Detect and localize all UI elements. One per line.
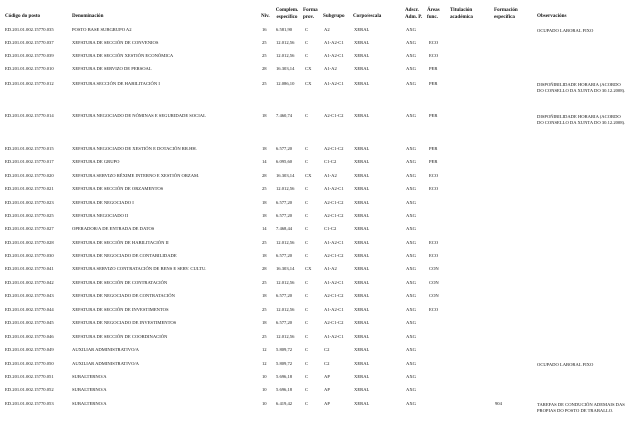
cell-codigo: ED.201.01.002.15770.045 xyxy=(5,320,54,325)
cell-subgrupo: A1-A2-C1 xyxy=(324,240,344,245)
cell-corpo: XERAL xyxy=(354,240,370,245)
cell-complemento: 12.012,56 xyxy=(276,307,295,312)
cell-adscricion: AXG xyxy=(406,66,416,71)
col-header-corpo: Corpo/escala xyxy=(353,13,382,19)
cell-complemento: 5.809,72 xyxy=(276,347,293,352)
cell-adscricion: AXG xyxy=(406,240,416,245)
cell-areas: ECO xyxy=(429,186,439,191)
cell-corpo: XERAL xyxy=(354,320,370,325)
cell-adscricion: AXG xyxy=(406,347,416,352)
cell-corpo: XERAL xyxy=(354,27,370,32)
cell-denominacion: XEFATURA DE SERVIZO DE PERSOAL xyxy=(72,66,152,71)
cell-nivel: 18 xyxy=(262,146,267,151)
cell-nivel: 10 xyxy=(262,387,267,392)
cell-adscricion: AXG xyxy=(406,253,416,258)
cell-denominacion: XEFATURA DE NEGOCIADO I xyxy=(72,200,134,205)
cell-areas: PER xyxy=(429,146,438,151)
cell-corpo: XERAL xyxy=(354,66,370,71)
cell-adscricion: AXG xyxy=(406,280,416,285)
cell-codigo: ED.201.01.002.15770.042 xyxy=(5,280,54,285)
cell-corpo: XERAL xyxy=(354,401,370,406)
cell-nivel: 28 xyxy=(262,66,267,71)
cell-adscricion: AXG xyxy=(406,81,416,86)
cell-corpo: XERAL xyxy=(354,81,370,86)
cell-corpo: XERAL xyxy=(354,146,370,151)
cell-denominacion: XEFATURA DE NEGOCIADO DE CONTRATACIÓN xyxy=(72,293,175,298)
cell-complemento: 12.012,56 xyxy=(276,53,295,58)
cell-denominacion: XEFATURA SERVIZO RÉXIME INTERNO E XESTIÓN ORZAM. xyxy=(72,173,200,178)
cell-forma: C xyxy=(305,347,309,352)
cell-complemento: 6.581,90 xyxy=(276,27,293,32)
cell-corpo: XERAL xyxy=(354,280,370,285)
cell-nivel: 25 xyxy=(262,334,267,339)
cell-areas: ECO xyxy=(429,253,439,258)
cell-complemento: 6.095,60 xyxy=(276,159,293,164)
col-header-forma: Forma prov. xyxy=(303,7,318,20)
cell-forma: C xyxy=(305,159,309,164)
cell-nivel: 25 xyxy=(262,307,267,312)
cell-codigo: ED.201.01.002.15770.039 xyxy=(5,53,54,58)
cell-subgrupo: A1-A2 xyxy=(324,173,337,178)
cell-subgrupo: A2-C1-C2 xyxy=(324,253,344,258)
cell-forma: C xyxy=(305,27,309,32)
cell-denominacion: XEFATURA DE SECCIÓN DE ORZAMENTOS xyxy=(72,186,164,191)
cell-forma: C xyxy=(305,387,309,392)
cell-complemento: 6.577,20 xyxy=(276,293,293,298)
cell-adscricion: AXG xyxy=(406,361,416,366)
cell-codigo: ED.201.01.002.15770.015 xyxy=(5,146,54,151)
cell-complemento: 7.468,44 xyxy=(276,226,293,231)
cell-areas: PER xyxy=(429,66,438,71)
cell-formacion: 904 xyxy=(495,401,502,406)
cell-forma: C xyxy=(305,334,309,339)
cell-forma: C xyxy=(305,361,309,366)
cell-complemento: 16.303,14 xyxy=(276,266,295,271)
cell-subgrupo: A1-A2-C1 xyxy=(324,280,344,285)
cell-nivel: 25 xyxy=(262,81,267,86)
cell-observacions: TAREFAS DE CONDUCIÓN ADEMAIS DAS PROPIAS DO POSTO DE TRABALLO. xyxy=(537,402,625,413)
cell-nivel: 10 xyxy=(262,401,267,406)
cell-subgrupo: A1-A2-C1 xyxy=(324,53,344,58)
cell-adscricion: AXG xyxy=(406,226,416,231)
cell-forma: CX xyxy=(305,81,312,86)
cell-areas: PER xyxy=(429,159,438,164)
cell-nivel: 28 xyxy=(262,173,267,178)
cell-codigo: ED.201.01.002.15770.035 xyxy=(5,27,54,32)
cell-codigo: ED.201.01.002.15770.030 xyxy=(5,253,54,258)
cell-complemento: 5.696,18 xyxy=(276,374,293,379)
cell-codigo: ED.201.01.002.15770.017 xyxy=(5,159,54,164)
cell-subgrupo: A1-A2 xyxy=(324,66,337,71)
cell-subgrupo: C2 xyxy=(324,347,330,352)
cell-subgrupo: A2-C1-C2 xyxy=(324,113,344,118)
cell-subgrupo: C2 xyxy=(324,361,330,366)
cell-subgrupo: A1-A2-C1 xyxy=(324,307,344,312)
cell-codigo: ED.201.01.002.15770.041 xyxy=(5,266,54,271)
cell-complemento: 12.012,56 xyxy=(276,40,295,45)
cell-subgrupo: A1-A2-C1 xyxy=(324,334,344,339)
cell-nivel: 25 xyxy=(262,186,267,191)
cell-areas: ECO xyxy=(429,307,439,312)
cell-complemento: 16.303,14 xyxy=(276,173,295,178)
cell-codigo: ED.201.01.002.15770.010 xyxy=(5,66,54,71)
cell-adscricion: AXG xyxy=(406,40,416,45)
cell-forma: C xyxy=(305,113,309,118)
cell-complemento: 6.577,20 xyxy=(276,253,293,258)
cell-nivel: 14 xyxy=(262,226,267,231)
cell-nivel: 18 xyxy=(262,320,267,325)
cell-corpo: XERAL xyxy=(354,374,370,379)
cell-corpo: XERAL xyxy=(354,186,370,191)
cell-subgrupo: A1-A2-C1 xyxy=(324,40,344,45)
cell-codigo: ED.201.01.002.15770.046 xyxy=(5,334,54,339)
cell-adscricion: AXG xyxy=(406,53,416,58)
cell-denominacion: XEFATURA DE SECCIÓN DE COORDINACIÓN xyxy=(72,334,168,339)
cell-nivel: 12 xyxy=(262,361,267,366)
cell-corpo: XERAL xyxy=(354,40,370,45)
cell-denominacion: AUXILIAR ADMINISTRATIVO/A xyxy=(72,347,139,352)
cell-areas: PER xyxy=(429,113,438,118)
cell-denominacion: XEFATURA NEGOCIADO DE NÓMINAS E SEGURIDADE SOCIAL xyxy=(72,113,206,118)
cell-subgrupo: A2-C1-C2 xyxy=(324,320,344,325)
cell-observacions: OCUPADO LABORAL FIXO xyxy=(537,28,594,33)
cell-observacions: DISPOÑIBILIDADE HORARIA (ACORDO DO CONSELLO DA XUNTA DO 30.12.2008). xyxy=(537,82,626,93)
cell-areas: CON xyxy=(429,266,439,271)
cell-adscricion: AXG xyxy=(406,320,416,325)
cell-corpo: XERAL xyxy=(354,307,370,312)
cell-forma: C xyxy=(305,240,309,245)
cell-codigo: ED.201.01.002.15770.044 xyxy=(5,307,54,312)
cell-complemento: 12.012,56 xyxy=(276,280,295,285)
cell-complemento: 16.303,14 xyxy=(276,66,295,71)
cell-nivel: 18 xyxy=(262,253,267,258)
cell-denominacion: XEFATURA DE GRUPO xyxy=(72,159,120,164)
cell-complemento: 6.577,20 xyxy=(276,320,293,325)
cell-subgrupo: A2-C1-C2 xyxy=(324,293,344,298)
col-header-denominacion: Denominación xyxy=(72,13,104,19)
cell-subgrupo: C1-C2 xyxy=(324,159,337,164)
cell-complemento: 12.086,10 xyxy=(276,81,295,86)
cell-areas: ECO xyxy=(429,173,439,178)
cell-denominacion: XEFATURA DE SECCIÓN DE CONVENIOS xyxy=(72,40,159,45)
cell-adscricion: AXG xyxy=(406,113,416,118)
cell-denominacion: OPERADOR/A DE ENTRADA DE DATOS xyxy=(72,226,155,231)
cell-denominacion: XEFATURA DE SECCIÓN XESTIÓN ECONÓMICA xyxy=(72,53,174,58)
cell-denominacion: XEFATURA DE NEGOCIADO DE CONTABILIDADE xyxy=(72,253,177,258)
cell-corpo: XERAL xyxy=(354,334,370,339)
cell-subgrupo: A1-A2-C1 xyxy=(324,81,344,86)
cell-forma: C xyxy=(305,146,309,151)
cell-areas: CON xyxy=(429,280,439,285)
col-header-adscricion: Adscr. Adm. P. xyxy=(405,7,423,20)
cell-corpo: XERAL xyxy=(354,53,370,58)
cell-corpo: XERAL xyxy=(354,226,370,231)
col-header-formacion: Formación específica xyxy=(494,7,518,20)
cell-observacions: OCUPADO LABORAL FIXO xyxy=(537,362,594,367)
cell-codigo: ED.201.01.002.15770.012 xyxy=(5,81,54,86)
cell-nivel: 25 xyxy=(262,280,267,285)
cell-codigo: ED.201.01.002.15770.037 xyxy=(5,40,54,45)
cell-denominacion: XEFATURA DE SECCIÓN DE CONTRATACIÓN xyxy=(72,280,168,285)
cell-adscricion: AXG xyxy=(406,146,416,151)
cell-subgrupo: A2-C1-C2 xyxy=(324,146,344,151)
cell-observacions: DISPOÑIBILIDADE HORARIA (ACORDO DO CONSELLO DA XUNTA DO 30.12.2008). xyxy=(537,114,626,125)
cell-nivel: 10 xyxy=(262,374,267,379)
cell-complemento: 7.460,74 xyxy=(276,113,293,118)
cell-areas: CON xyxy=(429,293,439,298)
cell-adscricion: AXG xyxy=(406,213,416,218)
cell-codigo: ED.201.01.002.15770.050 xyxy=(5,361,54,366)
cell-adscricion: AXG xyxy=(406,293,416,298)
cell-adscricion: AXG xyxy=(406,307,416,312)
cell-denominacion: XEFATURA SECCIÓN DE HABILITACIÓN I xyxy=(72,81,160,86)
cell-forma: CX xyxy=(305,266,312,271)
cell-forma: C xyxy=(305,186,309,191)
cell-denominacion: AUXILIAR ADMINISTRATIVO/A xyxy=(72,361,139,366)
cell-nivel: 18 xyxy=(262,200,267,205)
cell-corpo: XERAL xyxy=(354,113,370,118)
cell-adscricion: AXG xyxy=(406,374,416,379)
cell-adscricion: AXG xyxy=(406,200,416,205)
cell-forma: C xyxy=(305,253,309,258)
cell-codigo: ED.201.01.002.15770.043 xyxy=(5,293,54,298)
cell-corpo: XERAL xyxy=(354,266,370,271)
cell-subgrupo: A2 xyxy=(324,27,330,32)
cell-adscricion: AXG xyxy=(406,387,416,392)
cell-subgrupo: AP xyxy=(324,387,330,392)
cell-subgrupo: A2-C1-C2 xyxy=(324,200,344,205)
cell-areas: PER xyxy=(429,81,438,86)
cell-nivel: 18 xyxy=(262,293,267,298)
cell-corpo: XERAL xyxy=(354,159,370,164)
cell-codigo: ED.201.01.002.15770.027 xyxy=(5,226,54,231)
cell-forma: C xyxy=(305,213,309,218)
cell-adscricion: AXG xyxy=(406,27,416,32)
cell-codigo: ED.201.01.002.15770.021 xyxy=(5,186,54,191)
cell-subgrupo: AP xyxy=(324,374,330,379)
cell-nivel: 25 xyxy=(262,53,267,58)
cell-nivel: 25 xyxy=(262,40,267,45)
cell-codigo: ED.201.01.002.15770.049 xyxy=(5,347,54,352)
col-header-subgrupo: Subgrupo xyxy=(323,13,345,19)
cell-denominacion: XEFATURA NEGOCIADO DE XESTIÓN E DOTACIÓN RR.HH. xyxy=(72,146,197,151)
cell-corpo: XERAL xyxy=(354,200,370,205)
cell-complemento: 12.012,56 xyxy=(276,334,295,339)
cell-nivel: 18 xyxy=(262,213,267,218)
cell-denominacion: XEFATURA SERVIZO CONTRATACIÓN DE BENS E SERV. CULTU. xyxy=(72,266,207,271)
cell-nivel: 18 xyxy=(262,113,267,118)
cell-adscricion: AXG xyxy=(406,186,416,191)
col-header-complemento: Complem. específico xyxy=(275,7,299,20)
cell-codigo: ED.201.01.002.15770.051 xyxy=(5,374,54,379)
cell-codigo: ED.201.01.002.15770.025 xyxy=(5,213,54,218)
cell-subgrupo: A2-C1-C2 xyxy=(324,213,344,218)
cell-denominacion: XEFATURA NEGOCIADO II xyxy=(72,213,129,218)
cell-denominacion: SUBALTERNO/A xyxy=(72,401,107,406)
cell-nivel: 16 xyxy=(262,27,267,32)
col-header-nivel: Niv. xyxy=(261,13,270,19)
cell-forma: C xyxy=(305,293,309,298)
cell-codigo: ED.201.01.002.15770.014 xyxy=(5,113,54,118)
cell-adscricion: AXG xyxy=(406,173,416,178)
cell-nivel: 25 xyxy=(262,240,267,245)
cell-complemento: 6.419,42 xyxy=(276,401,293,406)
cell-complemento: 5.809,72 xyxy=(276,361,293,366)
cell-codigo: ED.201.01.002.15770.052 xyxy=(5,387,54,392)
cell-complemento: 6.577,20 xyxy=(276,146,293,151)
cell-complemento: 5.696,18 xyxy=(276,387,293,392)
cell-forma: C xyxy=(305,374,309,379)
cell-corpo: XERAL xyxy=(354,213,370,218)
cell-forma: C xyxy=(305,307,309,312)
cell-codigo: ED.201.01.002.15770.053 xyxy=(5,401,54,406)
cell-subgrupo: C1-C2 xyxy=(324,226,337,231)
cell-codigo: ED.201.01.002.15770.028 xyxy=(5,240,54,245)
cell-corpo: XERAL xyxy=(354,293,370,298)
cell-forma: C xyxy=(305,226,309,231)
cell-forma: C xyxy=(305,53,309,58)
col-header-observacions: Observacións xyxy=(537,13,567,19)
cell-forma: CX xyxy=(305,66,312,71)
cell-corpo: XERAL xyxy=(354,387,370,392)
cell-corpo: XERAL xyxy=(354,361,370,366)
cell-denominacion: SUBALTERNO/A xyxy=(72,374,107,379)
cell-adscricion: AXG xyxy=(406,334,416,339)
cell-nivel: 12 xyxy=(262,347,267,352)
cell-forma: C xyxy=(305,320,309,325)
cell-forma: C xyxy=(305,401,309,406)
cell-corpo: XERAL xyxy=(354,347,370,352)
cell-nivel: 14 xyxy=(262,159,267,164)
cell-complemento: 6.577,20 xyxy=(276,213,293,218)
cell-adscricion: AXG xyxy=(406,159,416,164)
col-header-codigo: Código do posto xyxy=(5,13,41,19)
cell-subgrupo: A1-A2 xyxy=(324,266,337,271)
cell-areas: ECO xyxy=(429,240,439,245)
cell-subgrupo: AP xyxy=(324,401,330,406)
cell-denominacion: XEFATURA DE SECCIÓN DE INVESTIMENTOS xyxy=(72,307,169,312)
cell-codigo: ED.201.01.002.15770.020 xyxy=(5,173,54,178)
cell-corpo: XERAL xyxy=(354,253,370,258)
cell-denominacion: POSTO BASE SUBGRUPO A2 xyxy=(72,27,132,32)
cell-denominacion: XEFATURA DE NEGOCIADO DE INVESTIMENTOS xyxy=(72,320,177,325)
col-header-areas: Áreas func. xyxy=(427,7,440,20)
cell-forma: C xyxy=(305,280,309,285)
cell-areas: ECO xyxy=(429,53,439,58)
cell-denominacion: SUBALTERNO/A xyxy=(72,387,107,392)
cell-nivel: 28 xyxy=(262,266,267,271)
cell-adscricion: AXG xyxy=(406,401,416,406)
cell-areas: ECO xyxy=(429,40,439,45)
cell-codigo: ED.201.01.002.15770.023 xyxy=(5,200,54,205)
cell-complemento: 6.577,20 xyxy=(276,200,293,205)
cell-complemento: 12.012,56 xyxy=(276,186,295,191)
cell-corpo: XERAL xyxy=(354,173,370,178)
col-header-titulacion: Titulación académica xyxy=(450,7,473,20)
cell-subgrupo: A1-A2-C1 xyxy=(324,186,344,191)
cell-denominacion: XEFATURA DE SECCIÓN DE HABILITACIÓN II xyxy=(72,240,169,245)
cell-adscricion: AXG xyxy=(406,266,416,271)
cell-complemento: 12.012,56 xyxy=(276,240,295,245)
cell-forma: C xyxy=(305,200,309,205)
cell-forma: CX xyxy=(305,173,312,178)
cell-forma: C xyxy=(305,40,309,45)
